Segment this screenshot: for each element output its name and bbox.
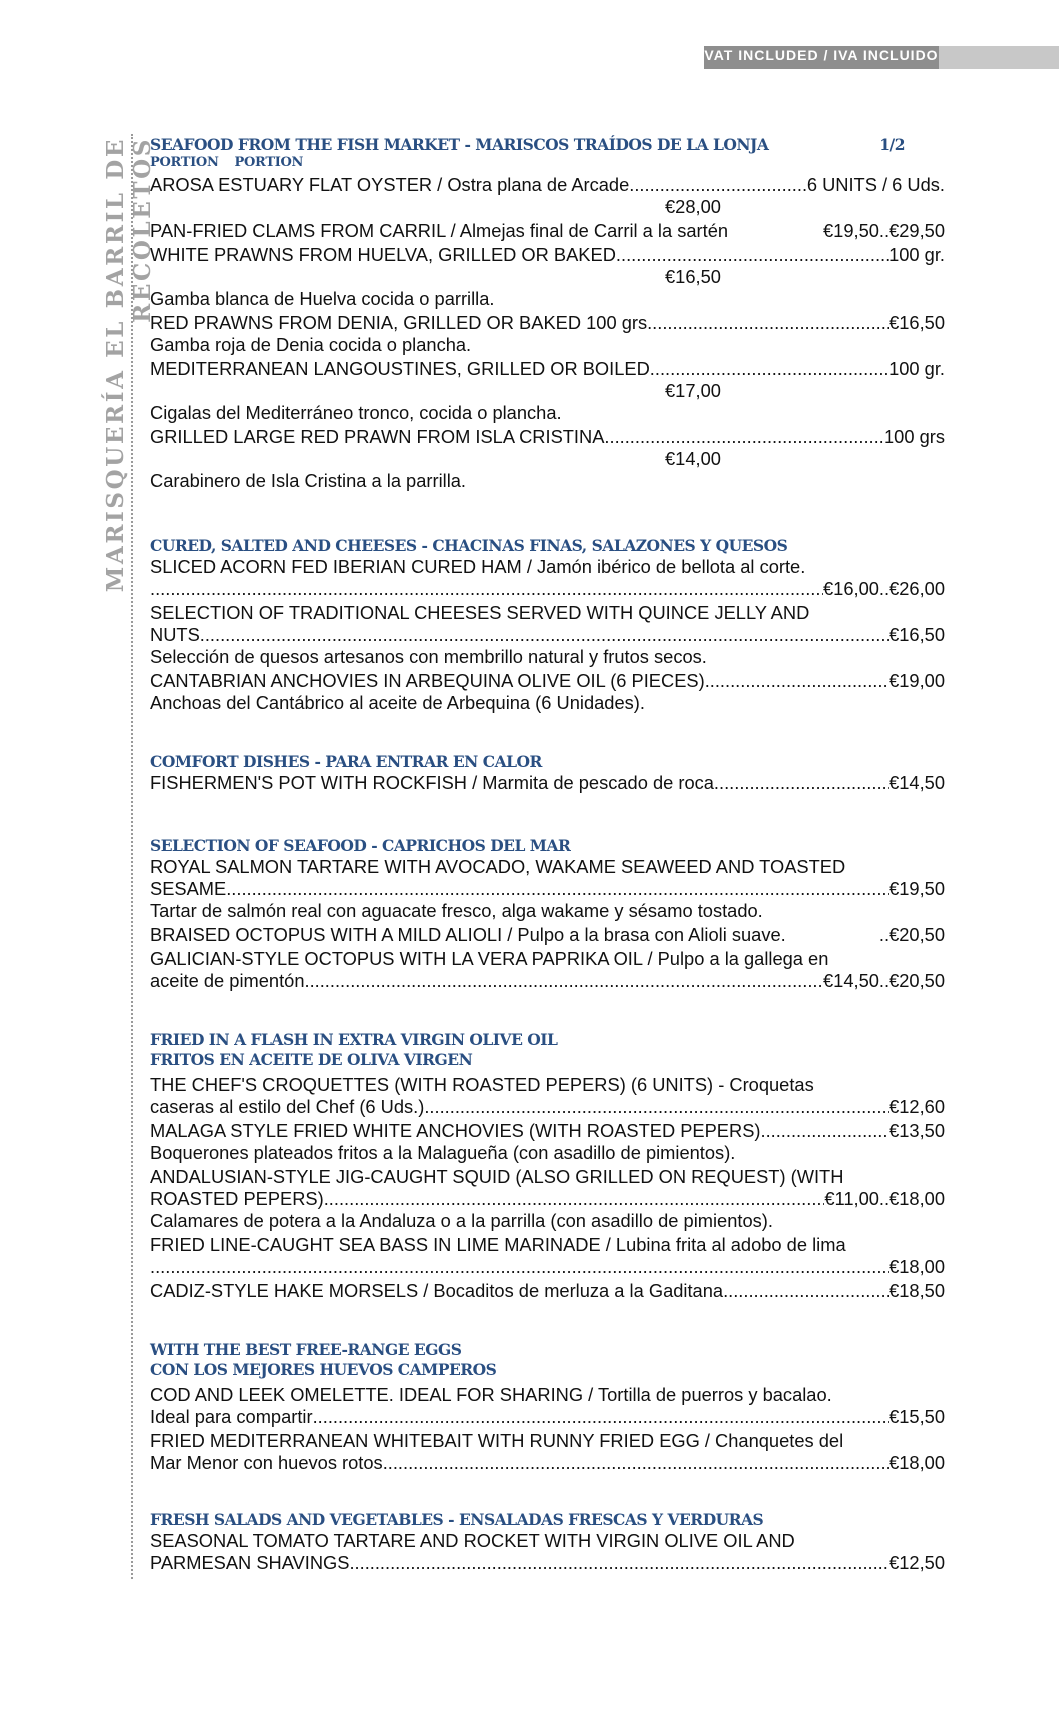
- leader-dots: [383, 1452, 889, 1474]
- section-heading: [150, 836, 945, 856]
- item-price: €11,00..€18,00: [824, 1188, 945, 1209]
- section-salads: [150, 1510, 945, 1574]
- section-heading: [150, 752, 945, 772]
- item-translation: Cigalas del Mediterráneo tronco, cocida o plancha.: [150, 402, 562, 423]
- menu-item: [150, 312, 945, 356]
- item-label-cont: ROASTED PEPERS): [150, 1188, 324, 1209]
- leader-dots: [760, 1120, 889, 1142]
- vat-banner-text: VAT INCLUDED / IVA INCLUIDO: [704, 46, 939, 69]
- item-label: BRAISED OCTOPUS WITH A MILD ALIOLI / Pulpo a la brasa con Alioli suave.: [150, 924, 786, 945]
- leader-dots: [349, 1552, 889, 1574]
- item-label: MALAGA STYLE FRIED WHITE ANCHOVIES (WITH ROASTED PEPERS): [150, 1120, 761, 1141]
- item-translation: Selección de quesos artesanos con membrillo natural y frutos secos.: [150, 646, 707, 667]
- section-heading: [150, 1340, 945, 1360]
- item-price: €16,50: [889, 312, 945, 333]
- leader-dots: [723, 1280, 889, 1302]
- item-quantity: 6 UNITS / 6 Uds.: [806, 174, 945, 195]
- item-label: THE CHEF'S CROQUETTES (WITH ROASTED PEPERS) (6 UNITS) - Croquetas: [150, 1074, 814, 1095]
- portion-label: PORTION: [234, 155, 304, 170]
- menu-item: [150, 1166, 945, 1232]
- item-translation: Tartar de salmón real con aguacate fresco, alga wakame y sésamo tostado.: [150, 900, 763, 921]
- leader-dots: [616, 244, 889, 266]
- menu-item: [150, 1384, 945, 1428]
- item-price: €19,00: [889, 670, 945, 691]
- menu-item: [150, 602, 945, 668]
- menu-item: [150, 1530, 945, 1574]
- leader-dots: [604, 426, 884, 448]
- heading-text: CON LOS MEJORES HUEVOS CAMPEROS: [150, 1360, 497, 1379]
- leader-dots: [324, 1188, 825, 1210]
- item-translation: Calamares de potera a la Andaluza o a la parrilla (con asadillo de pimientos).: [150, 1210, 773, 1231]
- heading-text: FRESH SALADS AND VEGETABLES - ENSALADAS FRESCAS Y VERDURAS: [150, 1510, 764, 1529]
- page-fraction: 1/2: [879, 135, 905, 154]
- leader-dots: [714, 772, 889, 794]
- heading-text: FRIED IN A FLASH IN EXTRA VIRGIN OLIVE OIL: [150, 1030, 558, 1049]
- section-selection: [150, 836, 945, 992]
- menu-item: [150, 856, 945, 922]
- item-label: ROYAL SALMON TARTARE WITH AVOCADO, WAKAME SEAWEED AND TOASTED: [150, 856, 846, 877]
- leader-dots: [705, 670, 889, 692]
- item-label-cont: PARMESAN SHAVINGS: [150, 1552, 350, 1573]
- item-label-cont: NUTS: [150, 624, 200, 645]
- item-price: €14,50: [889, 772, 945, 793]
- item-label-cont: Ideal para compartir: [150, 1406, 313, 1427]
- item-quantity: 100 gr.: [889, 244, 945, 265]
- menu-item: [150, 1430, 945, 1474]
- item-label: MEDITERRANEAN LANGOUSTINES, GRILLED OR BOILED: [150, 358, 650, 379]
- item-label-cont: Mar Menor con huevos rotos: [150, 1452, 383, 1473]
- leader-dots: [150, 1256, 889, 1278]
- item-price: €19,50: [889, 878, 945, 899]
- menu-item: [150, 1234, 945, 1278]
- section-seafood: [150, 135, 945, 492]
- item-label: AROSA ESTUARY FLAT OYSTER / Ostra plana de Arcade: [150, 174, 630, 195]
- item-translation: Carabinero de Isla Cristina a la parrilla.: [150, 470, 467, 491]
- menu-item: [150, 948, 945, 992]
- item-label: RED PRAWNS FROM DENIA, GRILLED OR BAKED 100 grs: [150, 312, 648, 333]
- section-cured: [150, 536, 945, 714]
- item-label: SEASONAL TOMATO TARTARE AND ROCKET WITH VIRGIN OLIVE OIL AND: [150, 1530, 795, 1551]
- dotted-divider: [131, 134, 133, 1579]
- menu-item: [150, 174, 945, 218]
- menu-item: [150, 244, 945, 310]
- item-price: €12,50: [889, 1552, 945, 1573]
- section-heading: [150, 1510, 945, 1530]
- section-comfort: [150, 752, 945, 794]
- section-heading: [150, 135, 945, 155]
- heading-text: WITH THE BEST FREE-RANGE EGGS: [150, 1340, 462, 1359]
- item-label: GRILLED LARGE RED PRAWN FROM ISLA CRISTINA: [150, 426, 605, 447]
- item-price: €18,50: [889, 1280, 945, 1301]
- item-price: €17,00: [665, 380, 721, 401]
- item-translation: Gamba roja de Denia cocida o plancha.: [150, 334, 472, 355]
- item-price: €16,50: [665, 266, 721, 287]
- menu-item: [150, 924, 945, 946]
- item-label: SELECTION OF TRADITIONAL CHEESES SERVED WITH QUINCE JELLY AND: [150, 602, 810, 623]
- menu-item: [150, 1074, 945, 1118]
- section-eggs: [150, 1340, 945, 1474]
- item-label: FISHERMEN'S POT WITH ROCKFISH / Marmita de pescado de roca: [150, 772, 714, 793]
- menu-item: [150, 772, 945, 794]
- item-label: ANDALUSIAN-STYLE JIG-CAUGHT SQUID (ALSO GRILLED ON REQUEST) (WITH: [150, 1166, 844, 1187]
- menu-item: [150, 220, 945, 242]
- heading-text: SEAFOOD FROM THE FISH MARKET - MARISCOS TRAÍDOS DE LA LONJA: [150, 135, 769, 154]
- leader-dots: [647, 312, 889, 334]
- item-label-cont: aceite de pimentón: [150, 970, 305, 991]
- item-price: ..€20,50: [878, 924, 945, 945]
- portion-label: PORTION: [150, 155, 219, 170]
- item-translation: Anchoas del Cantábrico al aceite de Arbequina (6 Unidades).: [150, 692, 645, 713]
- item-quantity: 100 grs: [884, 426, 945, 447]
- heading-text: FRITOS EN ACEITE DE OLIVA VIRGEN: [150, 1050, 473, 1069]
- item-label: CADIZ-STYLE HAKE MORSELS / Bocaditos de merluza a la Gaditana: [150, 1280, 724, 1301]
- restaurant-name: MARISQUERÍA EL BARRIL DE RECOLETOS: [102, 137, 156, 593]
- section-heading: [150, 1030, 945, 1050]
- leader-dots: [226, 878, 889, 900]
- item-label: COD AND LEEK OMELETTE. IDEAL FOR SHARING / Tortilla de puerros y bacalao.: [150, 1384, 832, 1405]
- item-price: €18,00: [889, 1256, 945, 1277]
- item-label: FRIED MEDITERRANEAN WHITEBAIT WITH RUNNY FRIED EGG / Chanquetes del: [150, 1430, 844, 1451]
- heading-text: SELECTION OF SEAFOOD - CAPRICHOS DEL MAR: [150, 836, 571, 855]
- item-price: €19,50..€29,50: [823, 220, 945, 241]
- item-label-cont: SESAME: [150, 878, 227, 899]
- leader-dots: [313, 1406, 890, 1428]
- item-price: €16,50: [889, 624, 945, 645]
- menu-item: [150, 1280, 945, 1302]
- leader-dots: [650, 358, 889, 380]
- item-label-cont: caseras al estilo del Chef (6 Uds.): [150, 1096, 425, 1117]
- leader-dots: [424, 1096, 889, 1118]
- menu-item: [150, 358, 945, 424]
- item-price: €16,00..€26,00: [823, 578, 945, 599]
- section-heading-es: [150, 1050, 945, 1070]
- item-price: €14,00: [665, 448, 721, 469]
- item-price: €14,50..€20,50: [823, 970, 945, 991]
- portion-labels: [150, 155, 945, 171]
- leader-dots: [629, 174, 807, 196]
- leader-dots: [150, 578, 823, 600]
- heading-text: COMFORT DISHES - PARA ENTRAR EN CALOR: [150, 752, 542, 771]
- item-price: €15,50: [889, 1406, 945, 1427]
- item-label: CANTABRIAN ANCHOVIES IN ARBEQUINA OLIVE OIL (6 PIECES): [150, 670, 705, 691]
- menu-content: [150, 135, 945, 1609]
- item-label: FRIED LINE-CAUGHT SEA BASS IN LIME MARINADE / Lubina frita al adobo de lima: [150, 1234, 846, 1255]
- section-fried: [150, 1030, 945, 1302]
- section-heading: [150, 536, 945, 556]
- leader-dots: [200, 624, 889, 646]
- menu-item: [150, 1120, 945, 1164]
- item-translation: Gamba blanca de Huelva cocida o parrilla.: [150, 288, 495, 309]
- item-price: €18,00: [889, 1452, 945, 1473]
- item-label: WHITE PRAWNS FROM HUELVA, GRILLED OR BAKED: [150, 244, 616, 265]
- side-title: [102, 137, 156, 657]
- item-translation: Boquerones plateados fritos a la Malagueña (con asadillo de pimientos).: [150, 1142, 736, 1163]
- menu-item: [150, 426, 945, 492]
- heading-text: CURED, SALTED AND CHEESES - CHACINAS FINAS, SALAZONES Y QUESOS: [150, 536, 788, 555]
- item-price: €28,00: [665, 196, 721, 217]
- item-label: GALICIAN-STYLE OCTOPUS WITH LA VERA PAPRIKA OIL / Pulpo a la gallega en: [150, 948, 829, 969]
- item-quantity: 100 gr.: [889, 358, 945, 379]
- vat-banner: [704, 46, 1059, 69]
- item-label: PAN-FRIED CLAMS FROM CARRIL / Almejas final de Carril a la sartén: [150, 220, 729, 241]
- leader-dots: [304, 970, 823, 992]
- item-price: €12,60: [889, 1096, 945, 1117]
- item-label: SLICED ACORN FED IBERIAN CURED HAM / Jamón ibérico de bellota al corte.: [150, 556, 806, 577]
- section-heading-es: [150, 1360, 945, 1380]
- menu-item: [150, 556, 945, 600]
- menu-item: [150, 670, 945, 714]
- item-price: €13,50: [889, 1120, 945, 1141]
